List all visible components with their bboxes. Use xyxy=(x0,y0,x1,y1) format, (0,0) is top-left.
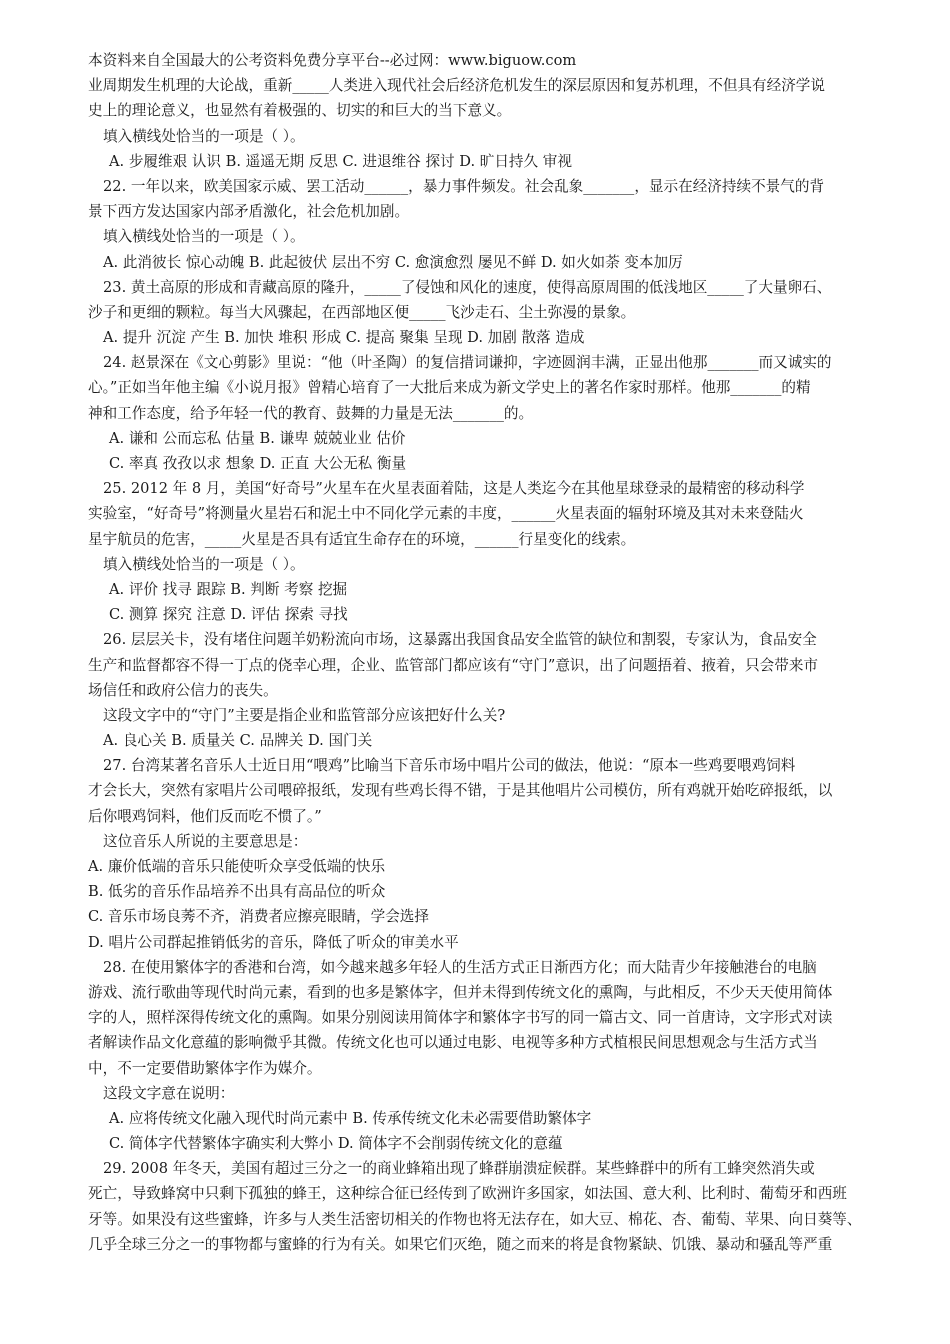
text-line-q26-3: 场信任和政府公信力的丧失。 xyxy=(88,681,278,699)
text-line-q26-2: 生产和监督都容不得一丁点的侥幸心理，企业、监管部门都应该有“守门”意识，出了问题捂着、掖着，只会带来市 xyxy=(88,656,819,674)
text-line-q21-prompt: 填入横线处恰当的一项是（ ）。 xyxy=(103,127,305,145)
text-line-q28-1: 28. 在使用繁体字的香港和台湾，如今越来越多年轻人的生活方式正日渐西方化；而大陆青少年接触港台的电脑 xyxy=(103,958,817,976)
text-line-q26-options: A. 良心关 B. 质量关 C. 品牌关 D. 国门关 xyxy=(103,732,373,750)
text-line-q29-1: 29. 2008 年冬天，美国有超过三分之一的商业蜂箱出现了蜂群崩溃症候群。某些蜂群中的所有工蜂突然消失或 xyxy=(103,1160,815,1178)
text-line-q22-2: 景下西方发达国家内部矛盾激化，社会危机加剧。 xyxy=(88,203,410,221)
text-line-q25-3: 星宇航员的危害，_____火星是否具有适宜生命存在的环境，______行星变化的线索。 xyxy=(88,530,636,548)
text-line-q24-2: 心。”正如当年他主编《小说月报》曾精心培育了一大批后来成为新文学史上的著名作家时那样。他那_______的精 xyxy=(88,379,811,397)
text-line-q23-options: A. 提升 沉淀 产生 B. 加快 堆积 形成 C. 提高 聚集 呈现 D. 加剧 散落 造成 xyxy=(103,329,585,347)
text-line-p21-cont-2: 史上的理论意义，也显然有着极强的、切实的和巨大的当下意义。 xyxy=(88,102,512,120)
text-line-q22-options: A. 此消彼长 惊心动魄 B. 此起彼伏 层出不穷 C. 愈演愈烈 屡见不鲜 D. 如火如荼 变本加厉 xyxy=(103,253,683,271)
text-line-q29-4: 几乎全球三分之一的事物都与蜜蜂的行为有关。如果它们灭绝，随之而来的将是食物紧缺、饥饿、暴动和骚乱等严重 xyxy=(88,1235,833,1253)
text-line-q29-3: 牙等。如果没有这些蜜蜂，许多与人类生活密切相关的作物也将无法存在，如大豆、棉花、杏、葡萄、苹果、向日葵等、 xyxy=(88,1210,862,1228)
text-line-q28-2: 游戏、流行歌曲等现代时尚元素，看到的也多是繁体字，但并未得到传统文化的熏陶，与此相反，不少天天使用简体 xyxy=(88,983,833,1001)
text-line-q28-5: 中，不一定要借助繁体字作为媒介。 xyxy=(88,1059,322,1077)
text-line-q27-1: 27. 台湾某著名音乐人士近日用“喂鸡”比喻当下音乐市场中唱片公司的做法，他说：“原本一些鸡要喂鸡饲料 xyxy=(103,757,796,775)
text-line-q27-opt-c: C. 音乐市场良莠不齐，消费者应擦亮眼睛，学会选择 xyxy=(88,908,429,926)
text-line-q21-options: A. 步履维艰 认识 B. 遥遥无期 反思 C. 进退维谷 探讨 D. 旷日持久 审视 xyxy=(109,152,572,170)
text-line-q28-4: 者解读作品文化意蕴的影响微乎其微。传统文化也可以通过电影、电视等多种方式植根民间思想观念与生活方式当 xyxy=(88,1034,818,1052)
text-line-q28-prompt: 这段文字意在说明： xyxy=(103,1084,235,1102)
text-line-q28-opt-ab: A. 应将传统文化融入现代时尚元素中 B. 传承传统文化未必需要借助繁体字 xyxy=(109,1109,592,1127)
text-line-q26-1: 26. 层层关卡，没有堵住问题羊奶粉流向市场，这暴露出我国食品安全监管的缺位和割裂，专家认为，食品安全 xyxy=(103,631,817,649)
text-line-q27-opt-d: D. 唱片公司群起推销低劣的音乐，降低了听众的审美水平 xyxy=(88,933,459,951)
text-line-q27-opt-a: A. 廉价低端的音乐只能使听众享受低端的快乐 xyxy=(88,858,386,875)
text-line-q28-opt-cd: C. 简体字代替繁体字确实利大弊小 D. 简体字不会削弱传统文化的意蕴 xyxy=(109,1135,563,1153)
text-line-q25-1: 25. 2012 年 8 月，美国“好奇号”火星车在火星表面着陆，这是人类迄今在其他星球登录的最精密的移动科学 xyxy=(103,480,805,498)
text-line-q27-prompt: 这位音乐人所说的主要意思是： xyxy=(103,832,308,850)
text-line-q27-opt-b: B. 低劣的音乐作品培养不出具有高品位的听众 xyxy=(88,883,386,901)
text-line-q25-opt-cd: C. 测算 探究 注意 D. 评估 探索 寻找 xyxy=(109,606,348,624)
text-line-q27-2: 才会长大，突然有家唱片公司喂碎报纸，发现有些鸡长得不错，于是其他唱片公司模仿，所有鸡就开始吃碎报纸，以 xyxy=(88,782,833,800)
text-line-q23-1: 23. 黄土高原的形成和青藏高原的隆升，_____了侵蚀和风化的速度，使得高原周围的低浅地区_____了大量卵石、 xyxy=(103,278,832,296)
text-line-q24-opt-cd: C. 率真 孜孜以求 想象 D. 正直 大公无私 衡量 xyxy=(109,455,407,472)
text-line-q22-prompt: 填入横线处恰当的一项是（ ）。 xyxy=(103,228,305,246)
document-body xyxy=(88,73,898,1257)
text-line-q26-prompt: 这段文字中的“守门”主要是指企业和监管部分应该把好什么关? xyxy=(103,706,506,724)
text-line-q25-prompt: 填入横线处恰当的一项是（ ）。 xyxy=(103,555,305,573)
text-line-p21-cont-1: 业周期发生机理的大论战，重新_____人类进入现代社会后经济危机发生的深层原因和复苏机理，不但具有经济学说 xyxy=(88,77,825,95)
text-line-q29-2: 死亡，导致蜂窝中只剩下孤独的蜂王，这种综合征已经传到了欧洲许多国家，如法国、意大利、比利时、葡萄牙和西班 xyxy=(88,1185,847,1203)
text-line-q22-1: 22. 一年以来，欧美国家示威、罢工活动______，暴力事件频发。社会乱象_______，显示在经济持续不景气的背 xyxy=(103,177,825,195)
text-line-q24-opt-ab: A. 谦和 公而忘私 估量 B. 谦卑 兢兢业业 估价 xyxy=(109,429,406,447)
text-line-q24-3: 神和工作态度，给予年轻一代的教育、鼓舞的力量是无法_______的。 xyxy=(88,404,534,422)
text-line-q25-opt-ab: A. 评价 找寻 跟踪 B. 判断 考察 挖掘 xyxy=(109,580,348,598)
page-header: 本资料来自全国最大的公考资料免费分享平台--必过网：www.biguow.com xyxy=(88,52,577,69)
text-line-q25-2: 实验室，“好奇号”将测量火星岩石和泥土中不同化学元素的丰度，______火星表面的辐射环境及其对未来登陆火 xyxy=(88,505,804,523)
text-line-q23-2: 沙子和更细的颗粒。每当大风骤起，在西部地区便_____飞沙走石、尘土弥漫的景象。 xyxy=(88,303,636,321)
text-line-q28-3: 字的人，照样深得传统文化的熏陶。如果分别阅读用简体字和繁体字书写的同一篇古文、同一首唐诗，文字形式对读 xyxy=(88,1009,833,1027)
text-line-q24-1: 24. 赵景深在《文心剪影》里说：“他（叶圣陶）的复信措词谦抑，字迹圆润丰满，正显出他那_______而又诚实的 xyxy=(103,354,832,372)
text-line-q27-3: 后你喂鸡饲料，他们反而吃不惯了。” xyxy=(88,807,322,825)
